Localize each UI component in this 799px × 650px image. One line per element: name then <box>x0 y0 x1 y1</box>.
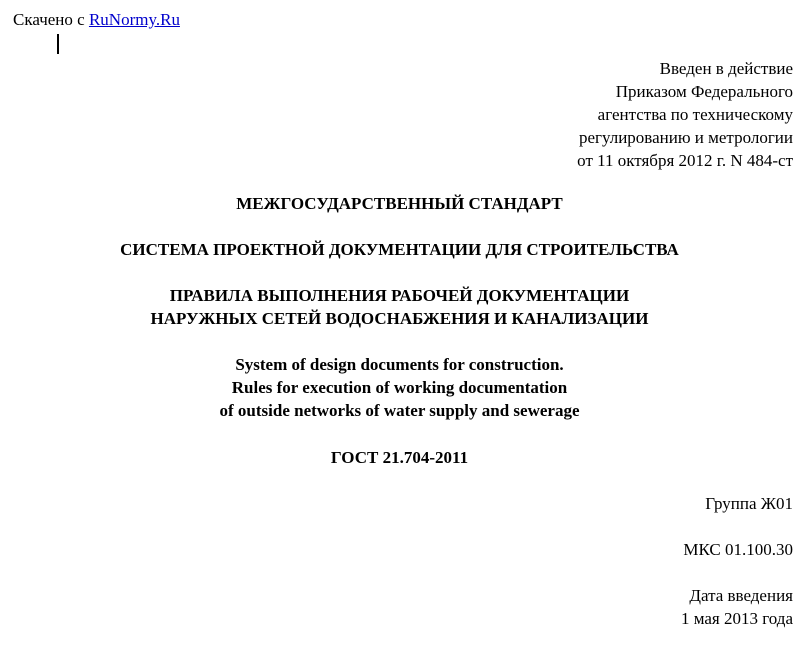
group-code: Группа Ж01 <box>705 494 793 513</box>
title-en-line: System of design documents for construction. <box>235 355 564 374</box>
standard-type-text: МЕЖГОСУДАРСТВЕННЫЙ СТАНДАРТ <box>236 194 563 213</box>
enactment-line: регулированию и метрологии <box>578 128 793 147</box>
system-heading <box>0 238 799 261</box>
title-en-line: of outside networks of water supply and sewerage <box>219 401 580 420</box>
title-en-line: Rules for execution of working documentation <box>231 378 568 397</box>
date-label: Дата введения <box>689 586 793 605</box>
designation-heading <box>0 446 799 469</box>
enactment-line: агентства по техническому <box>597 105 793 124</box>
designation-text: ГОСТ 21.704-2011 <box>330 448 469 467</box>
title-en <box>0 353 799 422</box>
mks-code: МКС 01.100.30 <box>683 540 793 559</box>
source-link[interactable]: RuNormy.Ru <box>88 10 180 29</box>
standard-type-heading <box>0 192 799 215</box>
rules-line: НАРУЖНЫХ СЕТЕЙ ВОДОСНАБЖЕНИЯ И КАНАЛИЗАЦИИ <box>150 309 649 328</box>
enactment-line: Введен в действие <box>659 59 793 78</box>
enactment-line: Приказом Федерального <box>615 82 793 101</box>
rules-heading-ru <box>0 284 799 330</box>
source-line <box>13 9 180 31</box>
source-prefix: Скачено с <box>13 10 89 29</box>
text-cursor <box>57 34 59 54</box>
rules-line: ПРАВИЛА ВЫПОЛНЕНИЯ РАБОЧЕЙ ДОКУМЕНТАЦИИ <box>169 286 630 305</box>
system-text: СИСТЕМА ПРОЕКТНОЙ ДОКУМЕНТАЦИИ ДЛЯ СТРОИТЕЛЬСТВА <box>120 240 679 259</box>
date-value: 1 мая 2013 года <box>680 609 793 628</box>
enactment-line: от 11 октября 2012 г. N 484-ст <box>577 151 793 170</box>
enactment-block <box>577 57 793 172</box>
